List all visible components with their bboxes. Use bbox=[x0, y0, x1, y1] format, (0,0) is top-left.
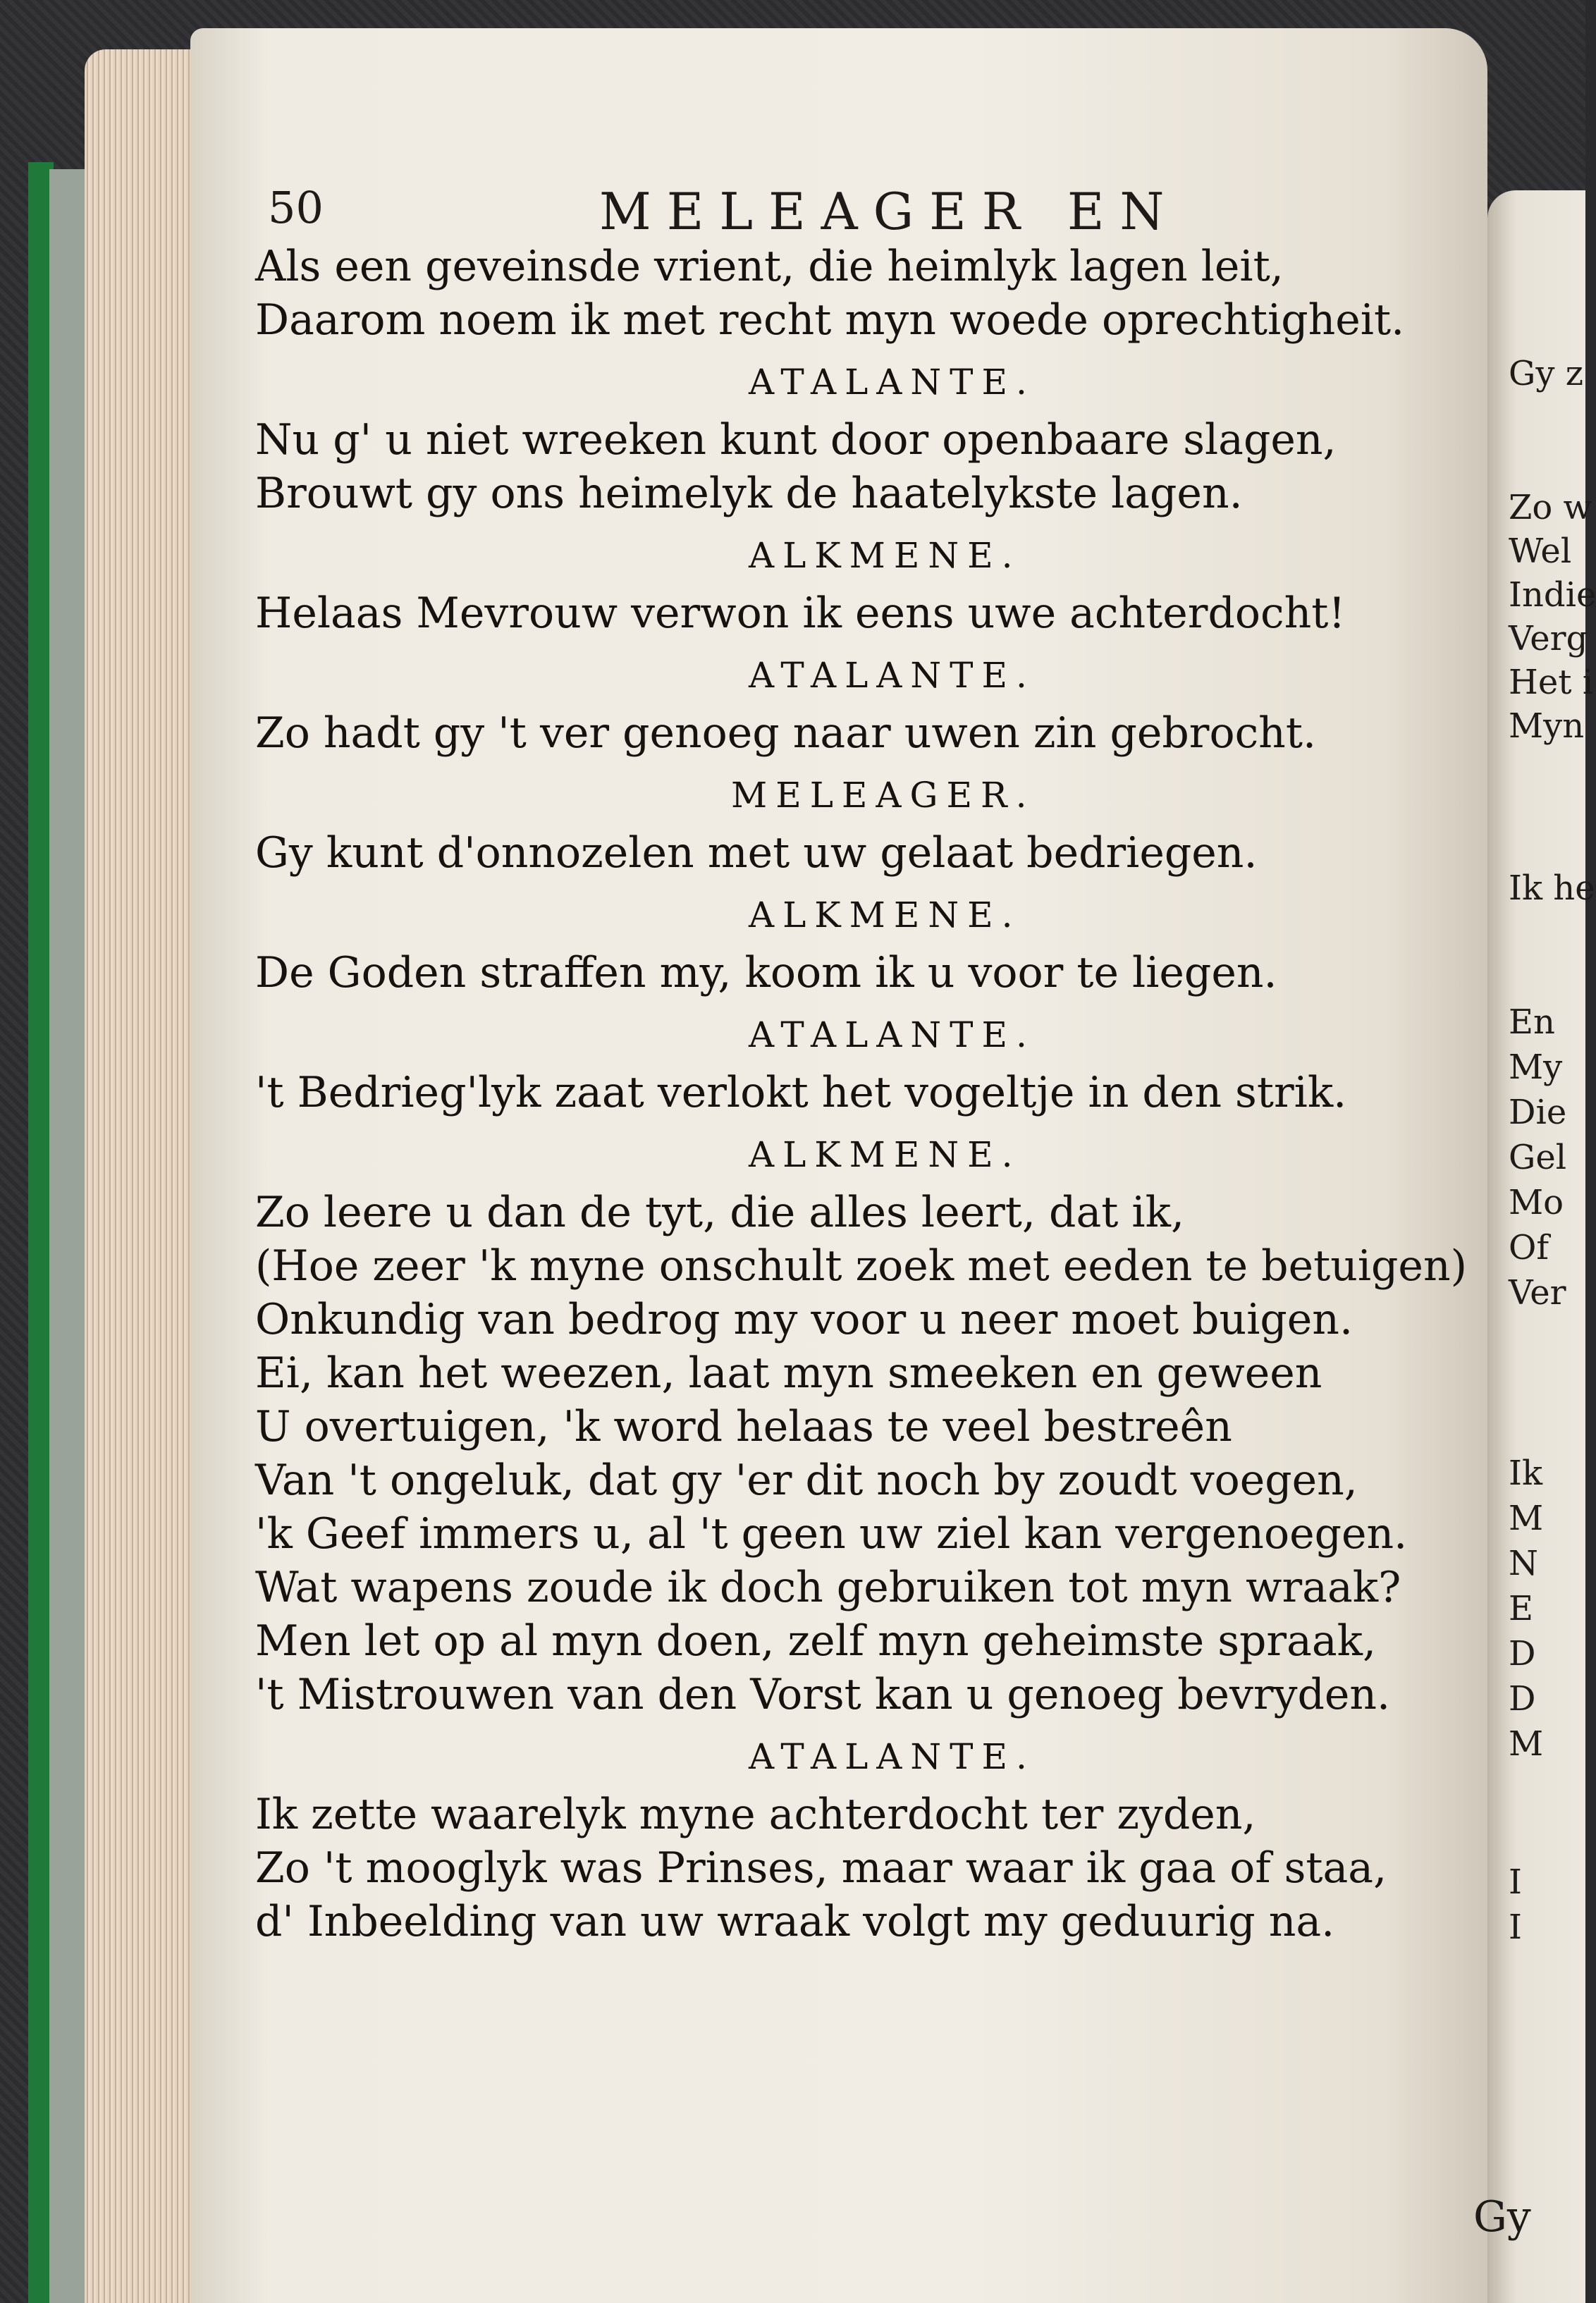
verse-line: Zo leere u dan de tyt, die alles leert, dat ik, bbox=[255, 1188, 1185, 1237]
verse-line: d' Inbeelding van uw wraak volgt my geduurig na. bbox=[255, 1897, 1335, 1946]
verse-line: Onkundig van bedrog my voor u neer moet buigen. bbox=[255, 1295, 1353, 1344]
speaker-heading: ATALANTE. bbox=[749, 362, 1036, 403]
speaker-heading: ALKMENE. bbox=[749, 895, 1021, 935]
verse-line: Brouwt gy ons heimelyk de haatelykste lagen. bbox=[255, 469, 1243, 518]
speaker-heading: ALKMENE. bbox=[749, 1134, 1021, 1175]
facing-page-fragment: My bbox=[1509, 1048, 1563, 1087]
verse-line: Van 't ongeluk, dat gy 'er dit noch by zoudt voegen, bbox=[255, 1456, 1358, 1505]
facing-page-fragment: Die bbox=[1509, 1093, 1567, 1132]
page-number: 50 bbox=[268, 182, 324, 233]
facing-page-fragment: E bbox=[1509, 1589, 1534, 1628]
verse-line: De Goden straffen my, koom ik u voor te liegen. bbox=[255, 948, 1277, 997]
verse-line: Ei, kan het weezen, laat myn smeeken en geween bbox=[255, 1349, 1322, 1398]
facing-page-fragment: Gy z bbox=[1509, 354, 1584, 393]
speaker-heading: ATALANTE. bbox=[749, 1736, 1036, 1777]
running-head bbox=[268, 182, 1466, 245]
speaker-heading: ALKMENE. bbox=[749, 535, 1021, 576]
verse-line: Wat wapens zoude ik doch gebruiken tot myn wraak? bbox=[255, 1563, 1401, 1612]
verse-line: Als een geveinsde vrient, die heimlyk lagen leit, bbox=[255, 242, 1284, 291]
facing-page-fragment: Myn bbox=[1509, 706, 1585, 746]
speaker-heading: MELEAGER. bbox=[731, 775, 1036, 816]
facing-page-fragment: D bbox=[1509, 1634, 1536, 1673]
speaker-heading: ATALANTE. bbox=[749, 655, 1036, 696]
facing-page-fragment: Wel bbox=[1509, 532, 1572, 571]
facing-page-fragment: N bbox=[1509, 1544, 1538, 1583]
verse-line: U overtuigen, 'k word helaas te veel bestreên bbox=[255, 1402, 1232, 1451]
verse-line: Gy kunt d'onnozelen met uw gelaat bedriegen. bbox=[255, 828, 1258, 878]
verse-line: Helaas Mevrouw verwon ik eens uwe achterdocht! bbox=[255, 589, 1346, 638]
facing-page-fragment: Mo bbox=[1509, 1183, 1564, 1222]
verse-line: 't Bedrieg'lyk zaat verlokt het vogeltje in den strik. bbox=[255, 1068, 1347, 1117]
facing-page-fragment: Ik he bbox=[1509, 868, 1595, 908]
verse-line: Zo 't mooglyk was Prinses, maar waar ik gaa of staa, bbox=[255, 1843, 1387, 1893]
verse-line: Men let op al myn doen, zelf myn geheimste spraak, bbox=[255, 1616, 1377, 1666]
page-block-edges bbox=[85, 49, 204, 2303]
facing-page-fragment: En bbox=[1509, 1002, 1555, 1042]
verse-line: 't Mistrouwen van den Vorst kan u genoeg bevryden. bbox=[255, 1670, 1391, 1719]
verse-line: 'k Geef immers u, al 't geen uw ziel kan vergenoegen. bbox=[255, 1509, 1408, 1559]
speaker-heading: ATALANTE. bbox=[749, 1014, 1036, 1055]
facing-page-fragment: D bbox=[1509, 1679, 1536, 1719]
facing-page-fragment: M bbox=[1509, 1499, 1544, 1538]
verse-line: Nu g' u niet wreeken kunt door openbaare slagen, bbox=[255, 415, 1337, 465]
facing-page-fragment: Of bbox=[1509, 1228, 1549, 1267]
facing-page-fragment: Zo w bbox=[1509, 488, 1592, 527]
verse-line: Ik zette waarelyk myne achterdocht ter zyden, bbox=[255, 1790, 1256, 1839]
catchword: Gy bbox=[1473, 2192, 1531, 2242]
verse-line: (Hoe zeer 'k myne onschult zoek met eeden te betuigen) bbox=[255, 1241, 1467, 1291]
facing-page-fragment: I bbox=[1509, 1862, 1522, 1902]
facing-page-fragment: Het i bbox=[1509, 663, 1594, 702]
facing-page-fragment: M bbox=[1509, 1724, 1544, 1764]
verse-line: Zo hadt gy 't ver genoeg naar uwen zin gebrocht. bbox=[255, 708, 1317, 758]
facing-page-fragment: I bbox=[1509, 1908, 1522, 1947]
facing-page-fragment: Verg bbox=[1509, 619, 1588, 658]
facing-page-fragment: Indie bbox=[1509, 575, 1596, 615]
facing-page-fragment: Gel bbox=[1509, 1138, 1567, 1177]
running-title: MELEAGER EN bbox=[599, 182, 1180, 241]
facing-page-fragment: Ver bbox=[1509, 1273, 1566, 1313]
verse-line: Daarom noem ik met recht myn woede oprechtigheit. bbox=[255, 295, 1405, 345]
page-text bbox=[255, 240, 1468, 1948]
facing-page-fragment: Ik bbox=[1509, 1454, 1543, 1493]
